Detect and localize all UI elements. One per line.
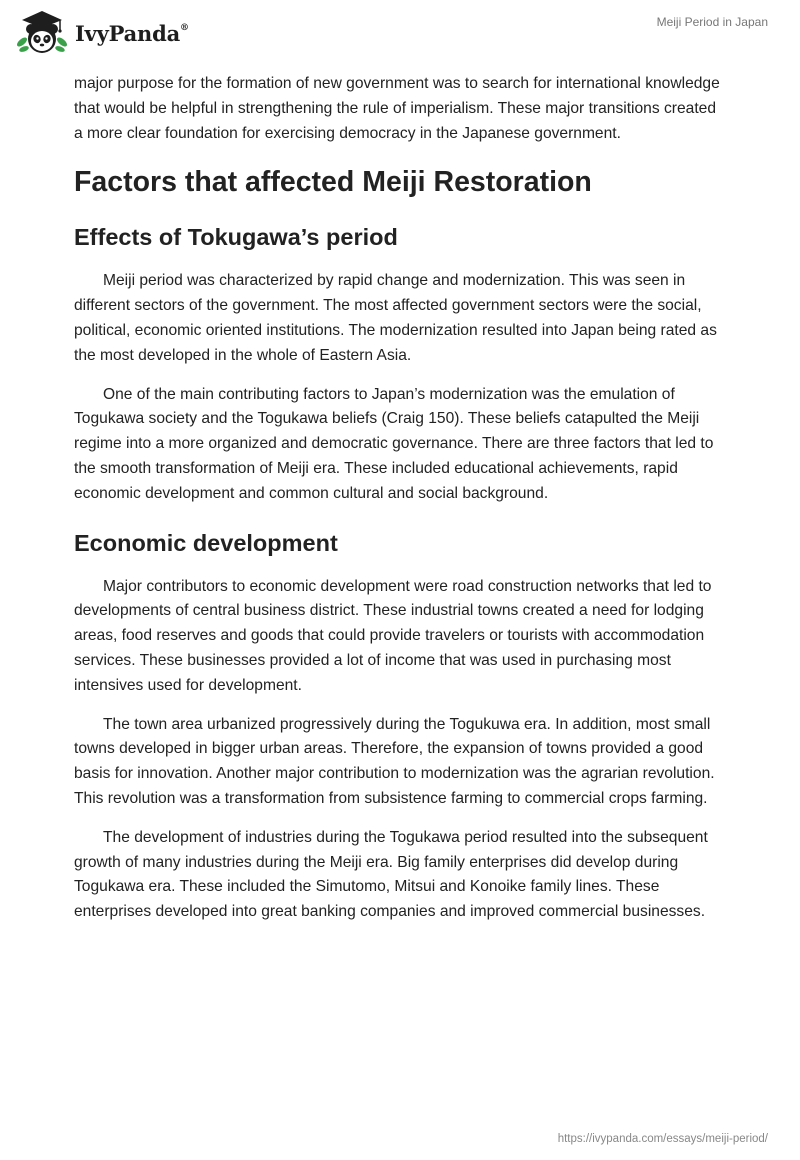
registered-mark: ® [180,22,189,33]
paragraph: The development of industries during the Togukawa period resulted into the subsequent growth of many industries during the Meiji era. Big family enterprises did develop during Togukawa era. These included the Simutomo, Mitsui and Konoike family lines. These enterprises developed into great banking companies and improved commercial businesses. [74,828,708,921]
page-header [0,0,800,64]
document-title: Meiji Period in Japan [656,15,768,29]
source-url[interactable]: https://ivypanda.com/essays/meiji-period/ [557,1133,768,1145]
ivypanda-logo[interactable] [14,8,189,56]
paragraph: Meiji period was characterized by rapid change and modernization. This was seen in different sectors of the government. The most affected government sectors were the social, political, economic oriented institutions. The modernization resulted into Japan being rated as the most developed in the whole of Eastern Asia. [74,272,717,364]
paragraph: Major contributors to economic development were road construction networks that led to developments of central business district. These industrial towns created a need for lodging areas, food reserves and goods that could provide travelers or tourists with accommodation services. These businesses provided a lot of income that was used in purchasing most intensives used for development. [74,577,712,694]
panda-graduation-cap-icon [14,8,70,56]
logo-text: IvyPanda [75,20,181,46]
logo-wordmark [75,21,189,46]
intro-paragraph: major purpose for the formation of new government was to search for international knowledge that would be helpful in strengthening the rule of imperialism. These major transitions created a more clear foundation for exercising democracy in the Japanese government. [74,75,720,142]
paragraph: One of the main contributing factors to Japan’s modernization was the emulation of Togukawa society and the Togukawa beliefs (Craig 150). These beliefs catapulted the Meiji regime into a more organized and democratic governance. There are three factors that led to the smooth transformation of Meiji era. These included educational achievements, rapid economic development and common cultural and social background. [74,385,714,502]
paragraph: The town area urbanized progressively during the Togukuwa era. In addition, most small towns developed in bigger urban areas. Therefore, the expansion of towns provided a good basis for innovation. Another major contribution to modernization was the agrarian revolution. This revolution was a transformation from subsistence farming to commercial crops farming. [74,715,715,807]
subsection-heading-economic: Economic development [74,529,338,556]
article-body [74,72,728,939]
subsection-heading-tokugawa: Effects of Tokugawa’s period [74,224,398,251]
section-heading: Factors that affected Meiji Restoration [74,166,592,199]
